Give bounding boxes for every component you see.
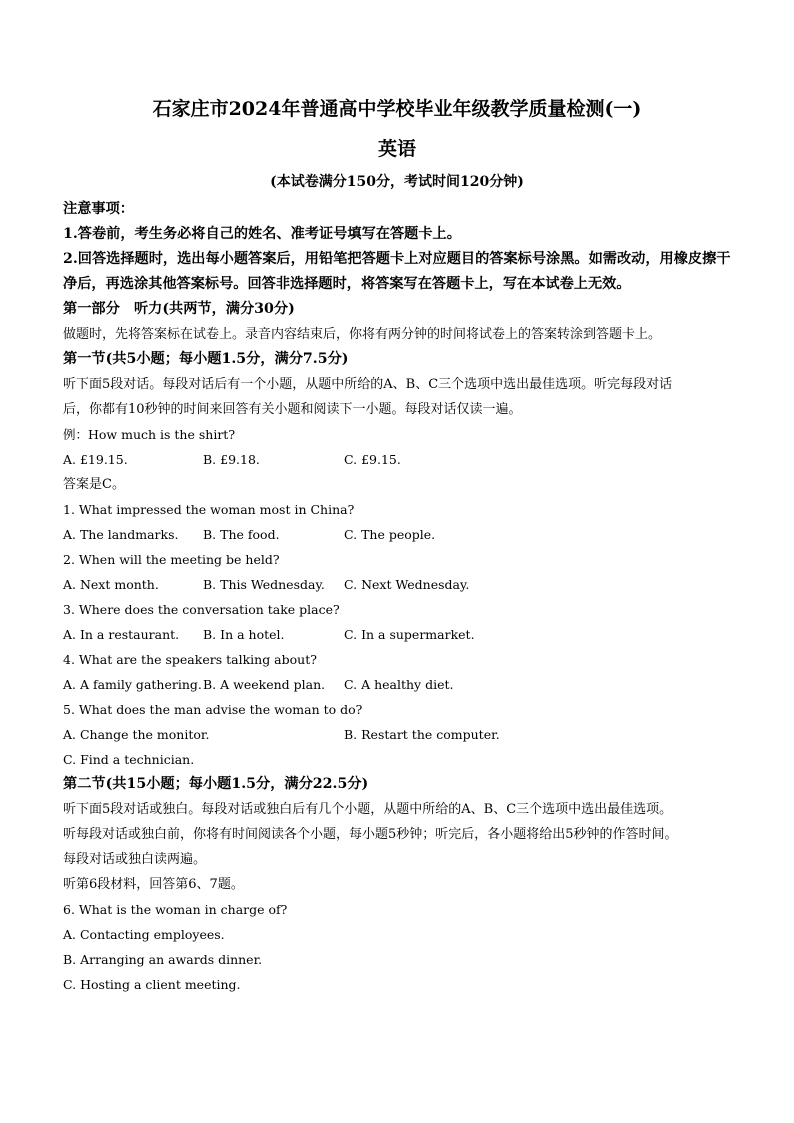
- q4-option-a: A. A family gathering.: [63, 677, 202, 692]
- example-options: [63, 447, 743, 472]
- question-5: 5. What does the man advise the woman to do?: [63, 702, 363, 717]
- q3-option-a: A. In a restaurant.: [63, 627, 180, 642]
- section1-instruction-1: 听下面5段对话。每段对话后有一个小题，从题中所给的A、B、C三个选项中选出最佳选项。听完每段对话: [63, 377, 673, 392]
- notice-heading: 注意事项：: [63, 201, 134, 217]
- exam-title: 石家庄市2024年普通高中学校毕业年级教学质量检测(一): [152, 98, 642, 120]
- q5-option-c: C. Find a technician.: [63, 752, 195, 767]
- question-2-options: [63, 572, 743, 597]
- section2-instruction-3: 每段对话或独白读两遍。: [63, 852, 207, 867]
- question-3-options: [63, 622, 743, 647]
- q6-option-a: A. Contacting employees.: [63, 927, 225, 942]
- example-option-c: C. £9.15.: [344, 452, 401, 467]
- question-1: 1. What impressed the woman most in China?: [63, 502, 355, 517]
- q5-option-b: B. Restart the computer.: [344, 727, 500, 742]
- part1-heading: 第一部分 听力(共两节，满分30分): [63, 301, 295, 317]
- section2-instruction-1: 听下面5段对话或独白。每段对话或独白后有几个小题，从题中所给的A、B、C三个选项中选出最佳选项。: [63, 802, 673, 817]
- q4-option-c: C. A healthy diet.: [344, 677, 454, 692]
- part1-instruction: 做题时，先将答案标在试卷上。录音内容结束后，你将有两分钟的时间将试卷上的答案转涂到答题卡上。: [63, 327, 662, 342]
- q2-option-a: A. Next month.: [63, 577, 159, 592]
- q1-option-c: C. The people.: [344, 527, 436, 542]
- q2-option-b: B. This Wednesday.: [203, 577, 325, 592]
- q1-option-b: B. The food.: [203, 527, 280, 542]
- q5-option-a: A. Change the monitor.: [63, 727, 210, 742]
- exam-body: [63, 197, 743, 997]
- section2-instruction-2: 听每段对话或独白前，你将有时间阅读各个小题，每小题5秒钟；听完后，各小题将给出5秒钟的作答时间。: [63, 827, 678, 842]
- section2-heading: 第二节(共15小题；每小题1.5分，满分22.5分): [63, 776, 369, 792]
- question-6: 6. What is the woman in charge of?: [63, 902, 288, 917]
- section1-heading: 第一节(共5小题；每小题1.5分，满分7.5分): [63, 351, 349, 367]
- q4-option-b: B. A weekend plan.: [203, 677, 326, 692]
- notice-item-2: 2.回答选择题时，选出每小题答案后，用铅笔把答题卡上对应题目的答案标号涂黑。如需改动，用橡皮擦干净后，再选涂其他答案标号。回答非选择题时，将答案写在答题卡上，写在本试卷上无效。: [63, 251, 731, 292]
- q3-option-b: B. In a hotel.: [203, 627, 285, 642]
- exam-info: (本试卷满分150分，考试时间120分钟): [270, 174, 524, 190]
- question-1-options: [63, 522, 743, 547]
- q2-option-c: C. Next Wednesday.: [344, 577, 470, 592]
- section1-instruction-2: 后，你都有10秒钟的时间来回答有关小题和阅读下一小题。每段对话仅读一遍。: [63, 402, 522, 417]
- q6-option-b: B. Arranging an awards dinner.: [63, 952, 263, 967]
- q3-option-c: C. In a supermarket.: [344, 627, 475, 642]
- question-5-options: [63, 722, 743, 747]
- example-option-a: A. £19.15.: [63, 452, 128, 467]
- question-4: 4. What are the speakers talking about?: [63, 652, 317, 667]
- question-2: 2. When will the meeting be held?: [63, 552, 280, 567]
- material-6-note: 听第6段材料，回答第6、7题。: [63, 877, 244, 892]
- q1-option-a: A. The landmarks.: [63, 527, 179, 542]
- q6-option-c: C. Hosting a client meeting.: [63, 977, 241, 992]
- notice-item-1: 1.答卷前，考生务必将自己的姓名、准考证号填写在答题卡上。: [63, 226, 461, 242]
- example-option-b: B. £9.18.: [203, 452, 260, 467]
- question-4-options: [63, 672, 743, 697]
- example-answer: 答案是C。: [63, 477, 125, 492]
- example-question: 例：How much is the shirt?: [63, 427, 236, 442]
- question-3: 3. Where does the conversation take place?: [63, 602, 340, 617]
- exam-subject: 英语: [377, 138, 416, 160]
